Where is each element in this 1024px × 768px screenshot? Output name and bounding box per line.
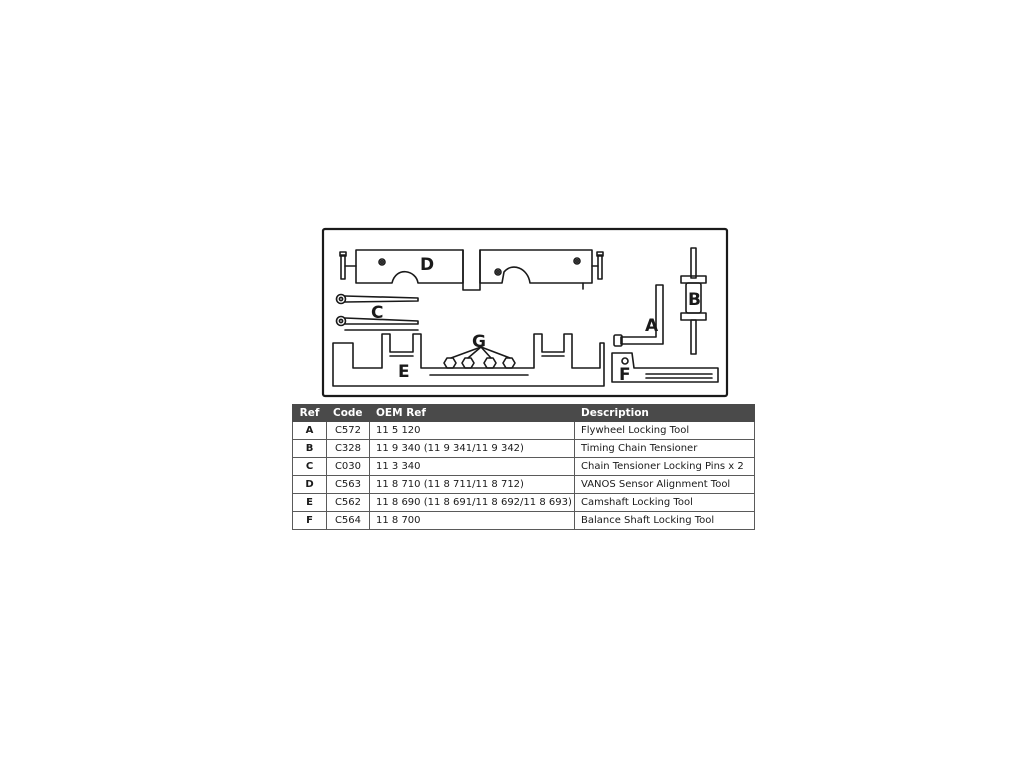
cell-code: C562 (327, 494, 370, 512)
cell-ref: E (293, 494, 327, 512)
label-g: G (472, 332, 486, 352)
table-row (293, 458, 755, 476)
cell-description: Flywheel Locking Tool (575, 422, 755, 440)
tool-d-vanos-alignment (340, 250, 603, 290)
cell-description: Balance Shaft Locking Tool (575, 512, 755, 530)
header-oem-ref: OEM Ref (370, 405, 575, 422)
cell-oem-ref: 11 8 690 (11 8 691/11 8 692/11 8 693) (370, 494, 575, 512)
label-c: C (371, 303, 384, 323)
cell-description: Camshaft Locking Tool (575, 494, 755, 512)
cell-oem-ref: 11 5 120 (370, 422, 575, 440)
tool-kit-diagram (321, 227, 730, 398)
cell-code: C564 (327, 512, 370, 530)
cell-description: VANOS Sensor Alignment Tool (575, 476, 755, 494)
cell-oem-ref: 11 9 340 (11 9 341/11 9 342) (370, 440, 575, 458)
label-b: B (688, 290, 701, 310)
cell-oem-ref: 11 8 700 (370, 512, 575, 530)
table-row (293, 440, 755, 458)
parts-table (292, 404, 755, 530)
cell-description: Timing Chain Tensioner (575, 440, 755, 458)
cell-ref: C (293, 458, 327, 476)
cell-oem-ref: 11 8 710 (11 8 711/11 8 712) (370, 476, 575, 494)
header-ref: Ref (293, 405, 327, 422)
table-row (293, 422, 755, 440)
table-header-row (293, 405, 755, 422)
cell-code: C328 (327, 440, 370, 458)
cell-code: C572 (327, 422, 370, 440)
cell-ref: A (293, 422, 327, 440)
table-row (293, 512, 755, 530)
table-row (293, 494, 755, 512)
tool-e-camshaft-locking (333, 334, 604, 386)
cell-oem-ref: 11 3 340 (370, 458, 575, 476)
header-description: Description (575, 405, 755, 422)
cell-code: C563 (327, 476, 370, 494)
label-e: E (398, 362, 410, 382)
cell-ref: B (293, 440, 327, 458)
label-a: A (645, 316, 659, 336)
cell-ref: F (293, 512, 327, 530)
cell-ref: D (293, 476, 327, 494)
cell-code: C030 (327, 458, 370, 476)
label-f: F (619, 365, 631, 385)
table-row (293, 476, 755, 494)
label-d: D (420, 255, 435, 275)
case-outline (323, 229, 727, 396)
cell-description: Chain Tensioner Locking Pins x 2 (575, 458, 755, 476)
header-code: Code (327, 405, 370, 422)
